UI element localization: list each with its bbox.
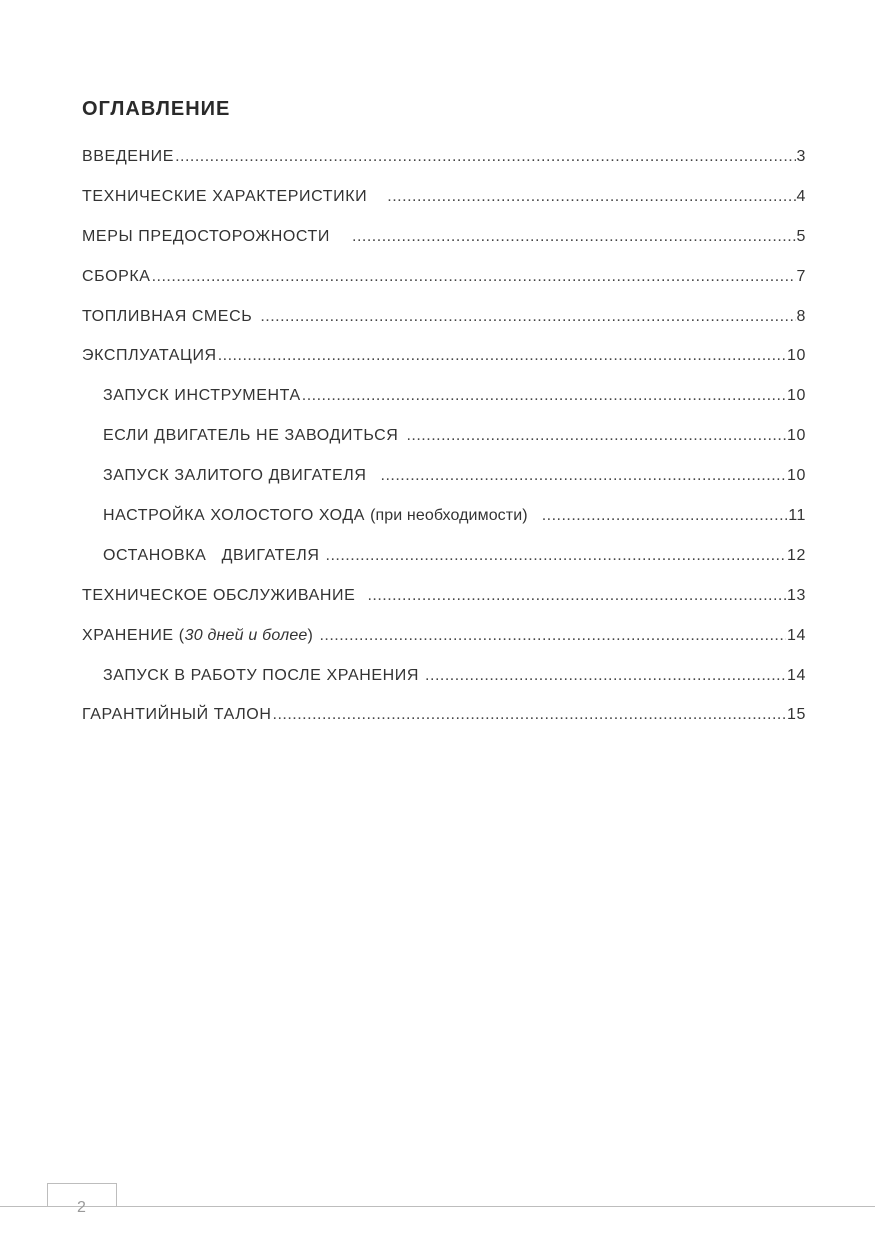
page-number: 2 — [77, 1199, 86, 1216]
page-title: ОГЛАВЛЕНИЕ — [82, 98, 231, 120]
toc-entry-label: МЕРЫ ПРЕДОСТОРОЖНОСТИ — [82, 227, 331, 245]
toc-entry-maintenance[interactable] — [82, 587, 806, 627]
toc-entry-introduction[interactable] — [82, 148, 806, 188]
toc-entry-warranty-card[interactable] — [82, 706, 806, 746]
toc-entry-page: 11 — [788, 507, 806, 525]
toc-dot-leader — [319, 627, 786, 645]
table-of-contents — [82, 148, 806, 746]
toc-entry-tool-start[interactable] — [82, 387, 806, 427]
toc-dot-leader — [152, 268, 796, 286]
toc-dot-leader — [273, 706, 787, 724]
toc-entry-idle-adjustment[interactable] — [82, 507, 806, 547]
toc-entry-page: 4 — [796, 187, 806, 205]
toc-entry-storage[interactable] — [82, 627, 806, 667]
toc-entry-label-note: 30 дней и более — [184, 626, 308, 644]
toc-dot-leader — [387, 188, 795, 206]
toc-dot-leader — [367, 587, 786, 605]
toc-entry-page: 13 — [787, 586, 806, 604]
toc-entry-specifications[interactable] — [82, 188, 806, 228]
toc-entry-label: СБОРКА — [82, 267, 151, 285]
toc-entry-precautions[interactable] — [82, 228, 806, 268]
toc-entry-page: 15 — [787, 706, 806, 724]
toc-dot-leader — [175, 148, 795, 166]
toc-entry-label: ТЕХНИЧЕСКОЕ ОБСЛУЖИВАНИЕ — [82, 586, 356, 604]
toc-entry-label: ТЕХНИЧЕСКИЕ ХАРАКТЕРИСТИКИ — [82, 187, 368, 205]
toc-dot-leader — [326, 547, 786, 565]
toc-dot-leader — [218, 347, 786, 365]
toc-dot-leader — [425, 667, 786, 685]
toc-entry-page: 12 — [787, 546, 806, 564]
toc-entry-start-after-storage[interactable] — [82, 667, 806, 707]
toc-entry-label: ВВЕДЕНИЕ — [82, 148, 175, 165]
toc-entry-label: ЗАПУСК ЗАЛИТОГО ДВИГАТЕЛЯ — [103, 467, 367, 485]
toc-dot-leader — [260, 308, 795, 326]
toc-entry-assembly[interactable] — [82, 268, 806, 308]
toc-entry-page: 5 — [796, 227, 806, 245]
toc-dot-leader — [542, 507, 788, 525]
toc-entry-engine-wont-start[interactable] — [82, 427, 806, 467]
toc-dot-leader — [406, 427, 786, 445]
toc-entry-operation[interactable] — [82, 347, 806, 387]
toc-entry-fuel-mixture[interactable] — [82, 308, 806, 348]
toc-entry-engine-stop[interactable] — [82, 547, 806, 587]
toc-entry-label: ЗАПУСК ИНСТРУМЕНТА — [103, 387, 301, 405]
toc-entry-page: 10 — [787, 347, 806, 365]
toc-entry-label: ЕСЛИ ДВИГАТЕЛЬ НЕ ЗАВОДИТЬСЯ — [103, 427, 399, 445]
toc-entry-flooded-engine-start[interactable] — [82, 467, 806, 507]
toc-entry-label: ОСТАНОВКА ДВИГАТЕЛЯ — [103, 546, 320, 564]
toc-entry-page: 10 — [787, 387, 806, 405]
toc-entry-label-main: ХРАНЕНИЕ ( — [82, 626, 185, 644]
toc-entry-label: ЭКСПЛУАТАЦИЯ — [82, 347, 217, 365]
toc-entry-page: 3 — [796, 148, 806, 165]
toc-entry-page: 7 — [796, 267, 806, 285]
toc-entry-page: 10 — [787, 467, 806, 485]
toc-entry-label: ГАРАНТИЙНЫЙ ТАЛОН — [82, 706, 272, 724]
footer-divider — [0, 1206, 875, 1207]
toc-dot-leader — [352, 228, 795, 246]
toc-entry-label-main: НАСТРОЙКА ХОЛОСТОГО ХОДА — [103, 507, 366, 525]
toc-dot-leader — [381, 467, 786, 485]
toc-entry-page: 14 — [787, 626, 806, 644]
toc-entry-label: ЗАПУСК В РАБОТУ ПОСЛЕ ХРАНЕНИЯ — [103, 666, 420, 684]
toc-entry-label — [82, 627, 313, 645]
toc-entry-page: 8 — [796, 307, 806, 325]
toc-dot-leader — [302, 387, 786, 405]
toc-entry-label: ТОПЛИВНАЯ СМЕСЬ — [82, 307, 253, 325]
toc-entry-label-note: (при необходимости) — [370, 507, 528, 525]
toc-entry-label — [103, 507, 528, 525]
toc-entry-label-suffix: ) — [307, 626, 314, 644]
toc-entry-page: 10 — [787, 427, 806, 445]
toc-entry-page: 14 — [787, 666, 806, 684]
